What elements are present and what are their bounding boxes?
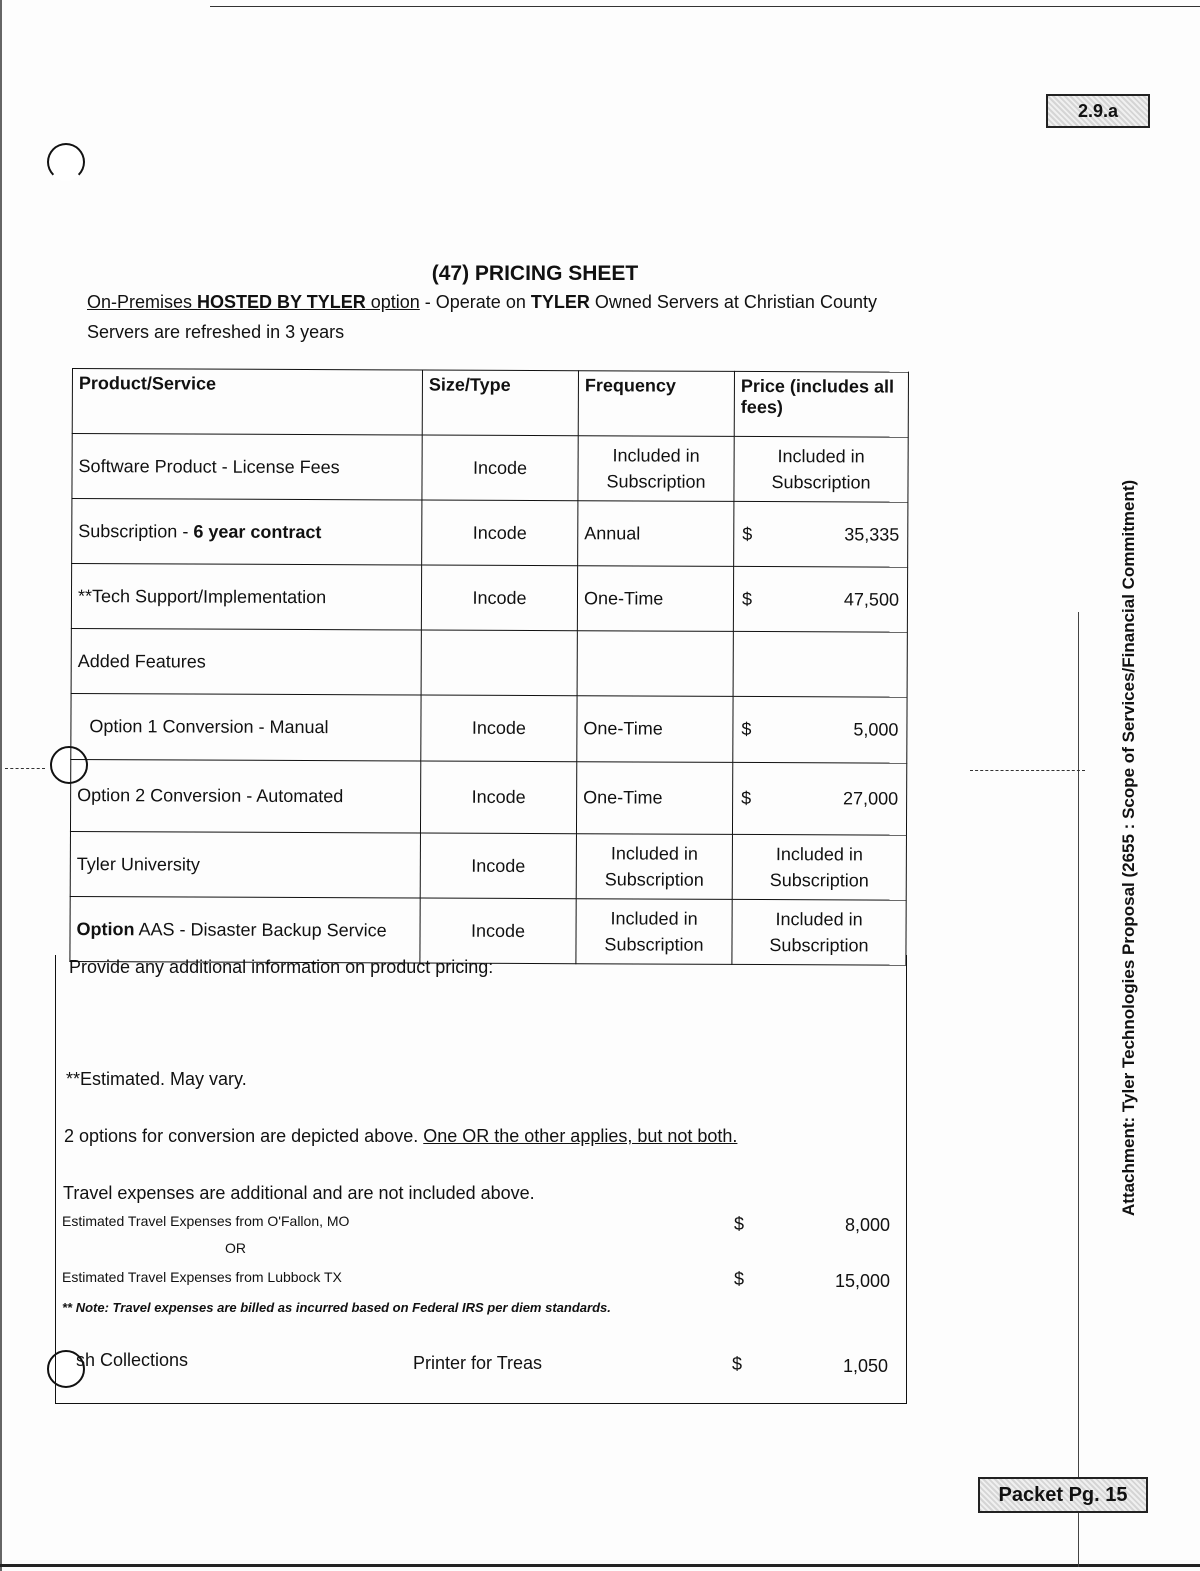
product-cell: Software Product - License Fees [72,434,422,501]
price-cell: Included in Subscription [734,436,908,502]
product-cell: Option 2 Conversion - Automated [70,759,420,833]
or-label: OR [225,1240,246,1256]
travel-lubbock-amount: 15,000 [834,1271,890,1291]
travel-billing-note: ** Note: Travel expenses are billed as incurred based on Federal IRS per diem standards. [62,1300,611,1315]
header-size: Size/Type [422,370,578,436]
fold-line [5,768,45,769]
travel-label-lubbock: Estimated Travel Expenses from Lubbock TX [62,1269,342,1285]
travel-ofallon-amount: 8,000 [844,1215,890,1235]
frequency-cell: Annual [578,501,734,567]
frequency-cell: Included in Subscription [578,436,734,502]
additional-info-label: Provide any additional information on product pricing: [69,957,494,977]
size-cell: Incode [422,500,578,566]
product-cell: Option 1 Conversion - Manual [71,693,421,761]
travel-lubbock-currency: $ [734,1269,745,1289]
printer-item: Printer for Treas [413,1353,543,1373]
printer-currency: $ [732,1354,743,1374]
frequency-cell: One-Time [577,566,733,632]
price-cell: $ 27,000 [732,762,906,835]
table-row [72,499,908,568]
product-cell: Tyler University [70,831,420,898]
table-header-row [72,369,908,438]
size-cell: Incode [420,898,576,964]
table-row [70,759,906,835]
printer-amount: 1,050 [842,1356,888,1376]
page-title: (47) PRICING SHEET [431,262,639,285]
packet-page-badge: Packet Pg. 15 [978,1477,1148,1513]
frequency-cell: Included in Subscription [576,899,732,965]
table-row [72,434,908,503]
price-cell: Included in Subscription [732,899,906,965]
table-row [70,896,906,965]
table-row [71,628,907,697]
header-frequency: Frequency [578,371,734,437]
notes-frame [55,955,907,1404]
travel-intro: Travel expenses are additional and are not included above. [63,1183,535,1203]
fold-line [970,770,1085,771]
size-cell: Incode [420,833,576,899]
attachment-side-label: Attachment: Tyler Technologies Proposal (2655 : Scope of Services/Financial Commitment) [1119,479,1138,1216]
table-row [70,831,906,900]
page-bottom-edge [0,1564,1200,1567]
price-cell: $ 35,335 [734,501,908,567]
header-price: Price (includes all fees) [734,371,908,437]
subtitle-line-1: On-Premises HOSTED BY TYLER option - Operate on TYLER Owned Servers at Christian County [87,292,877,312]
product-cell: Subscription - 6 year contract [72,499,422,566]
punch-hole-icon [47,143,85,181]
header-product: Product/Service [72,369,422,436]
travel-label-ofallon: Estimated Travel Expenses from O'Fallon, MO [62,1213,350,1229]
table-row [71,564,907,633]
price-cell: $ 47,500 [733,566,907,632]
product-cell: Option AAS - Disaster Backup Service [70,896,420,963]
size-cell [421,630,577,696]
page-badge-top: 2.9.a [1046,94,1150,128]
pricing-table [69,368,909,966]
frequency-cell: Included in Subscription [576,834,732,900]
estimated-note: **Estimated. May vary. [66,1069,247,1089]
frequency-cell: One-Time [576,762,732,835]
size-cell: Incode [421,565,577,631]
price-cell [733,631,907,697]
product-cell: **Tech Support/Implementation [71,564,421,631]
conversion-note: 2 options for conversion are depicted above. One OR the other applies, but not both. [64,1126,738,1146]
page-left-edge [0,0,2,1571]
price-cell: Included in Subscription [732,834,906,900]
frequency-cell: One-Time [577,696,733,763]
scan-line [1078,612,1079,1567]
product-cell: Added Features [71,628,421,695]
table-row [71,693,907,763]
cash-collections-label: sh Collections [76,1350,189,1370]
travel-ofallon-currency: $ [734,1214,745,1234]
size-cell: Incode [420,761,576,834]
size-cell: Incode [422,435,578,501]
size-cell: Incode [421,695,577,762]
page-top-edge [210,6,1200,7]
price-cell: $ 5,000 [733,696,907,763]
frequency-cell [577,631,733,697]
subtitle-line-2: Servers are refreshed in 3 years [87,322,345,342]
